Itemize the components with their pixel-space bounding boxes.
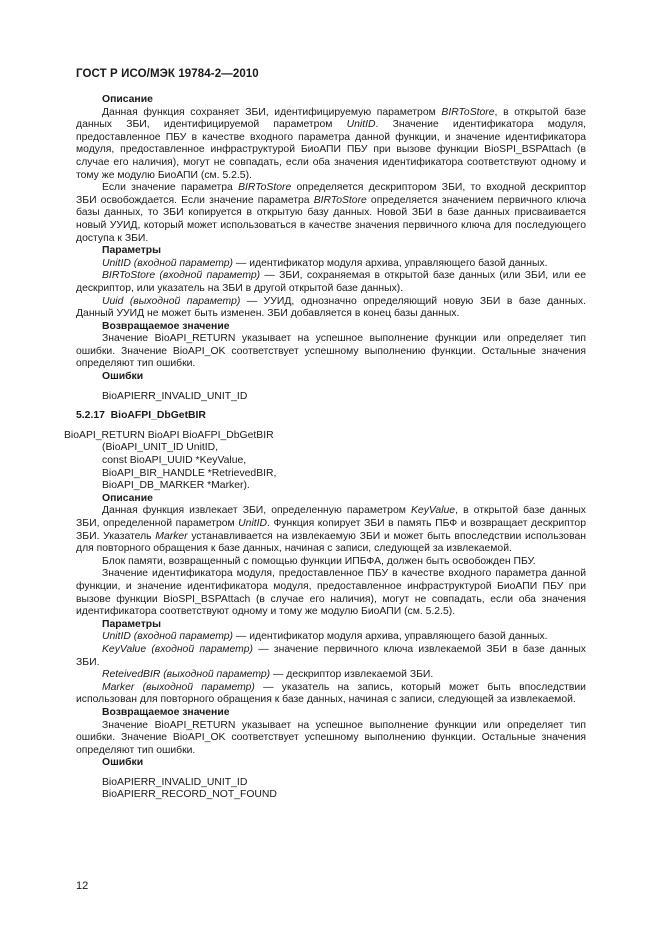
parameter-item: Marker (выходной параметр) — указатель на запись, который может быть впоследствии использован для повторного обращения к базе данных, начиная с записи, следующей за извлекаемой.: [76, 681, 586, 706]
section-heading-description: Описание: [102, 492, 153, 504]
section-heading-return-value: Возвращаемое значение: [102, 320, 230, 332]
document-header: ГОСТ Р ИСО/МЭК 19784-2—2010: [76, 68, 259, 80]
error-code: BioAPIERR_RECORD_NOT_FOUND: [102, 789, 277, 801]
signature-line: (BioAPI_UNIT_ID UnitID,: [102, 442, 219, 454]
parameter-item: BIRToStore (входной параметр) — ЗБИ, сохраняемая в открытой базе данных (или ЗБИ, или ее дескриптор, или указатель на ЗБИ в другой открытой базе данных).: [76, 270, 586, 294]
parameter-item: UnitID (входной параметр) — идентификатор модуля архива, управляющего базой данных.: [102, 257, 548, 269]
paragraph: Значение BioAPI_RETURN указывает на успешное выполнение функции или определяет тип ошибки. Значение BioAPI_OK соответствует успешному выполнению функции. Остальные значения определяют тип ошибки.: [76, 719, 586, 756]
error-code: BioAPIERR_INVALID_UNIT_ID: [102, 776, 248, 788]
section-heading-parameters: Параметры: [102, 618, 162, 630]
error-code: BioAPIERR_INVALID_UNIT_ID: [102, 390, 248, 402]
signature-line: const BioAPI_UUID *KeyValue,: [102, 455, 247, 467]
paragraph: Данная функция извлекает ЗБИ, определенную параметром KeyValue, в открытой базе данных ЗБИ, определенной параметром UnitID. Функция копирует ЗБИ в память ПБФ и возвращает дескриптор ЗБИ. Указатель Marker устанавливается на извлекаемую ЗБИ и может быть впоследствии использован для повторного обращения к базе данных, начиная с записи, следующей за извлекаемой.: [76, 505, 586, 555]
signature-line: BioAPI_DB_MARKER *Marker).: [102, 480, 250, 492]
signature-line: BioAPI_RETURN BioAPI BioAFPI_DbGetBIR: [64, 429, 274, 441]
function-name: BioAFPI_DbGetBIR: [110, 410, 206, 422]
paragraph: Значение BioAPI_RETURN указывает на успешное выполнение функции или определяет тип ошибки. Значение BioAPI_OK соответствует успешному выполнению функции. Остальные значения определяют тип ошибки.: [76, 333, 586, 370]
section-heading-parameters: Параметры: [102, 245, 162, 257]
parameter-item: ReteivedBIR (выходной параметр) — дескриптор извлекаемой ЗБИ.: [102, 669, 434, 681]
section-heading-errors: Ошибки: [102, 371, 144, 383]
paragraph: Значение идентификатора модуля, предоставленное ПБУ в качестве входного параметра данной функции, и значение идентификатора модуля, предоставленное инфраструктурой БиоАПИ ПБУ при вызове функции BioSPI_BSPAttach (в случае его наличия), могут не совпадать, если оба значения идентификатора соответствуют одному и тому же модулю БиоАПИ (см. 5.2.5).: [76, 568, 586, 618]
signature-line: BioAPI_BIR_HANDLE *RetrievedBIR,: [102, 467, 277, 479]
paragraph: Данная функция сохраняет ЗБИ, идентифицируемую параметром BIRToStore, в открытой базе данных ЗБИ, идентифицируемой параметром UnitID. Значение идентификатора модуля, предоставленное ПБУ в качестве входного параметра данной функции, и значение идентификатора модуля, предоставленное инфраструктурой БиоАПИ ПБУ при вызове функции BioSPI_BSPAttach (в случае его наличия), могут не совпадать, если оба значения идентификатора соответствуют одному и тому же модулю БиоАПИ (см. 5.2.5).: [76, 106, 587, 181]
page-number: 12: [76, 880, 89, 892]
section-heading-return-value: Возвращаемое значение: [102, 706, 230, 718]
parameter-item: KeyValue (входной параметр) — значение первичного ключа извлекаемой ЗБИ в базе данных ЗБИ.: [76, 643, 586, 668]
section-heading-errors: Ошибки: [102, 757, 144, 769]
paragraph: Блок памяти, возвращенный с помощью функции ИПБФА, должен быть освобожден ПБУ.: [102, 555, 536, 567]
function-heading: [76, 410, 586, 423]
parameter-item: Uuid (выходной параметр) — УУИД, однозначно определяющий новую ЗБИ в базе данных. Данный УУИД не может быть изменен. ЗБИ добавляется в конец базы данных.: [76, 295, 586, 320]
page-content: [64, 94, 587, 802]
section-heading-description: Описание: [102, 94, 153, 105]
paragraph: Если значение параметра BIRToStore определяется дескриптором ЗБИ, то входной дескриптор ЗБИ освобождается. Если значение параметра BIRToStore определяется значением первичного ключа базы данных, то ЗБИ копируется в открытую базу данных. Новой ЗБИ в базе данных присваивается новый УУИД, который может использоваться в качестве значения первичного ключа для последующего доступа к ЗБИ.: [76, 182, 586, 244]
parameter-item: UnitID (входной параметр) — идентификатор модуля архива, управляющего базой данных.: [102, 631, 548, 643]
function-number: 5.2.17: [76, 410, 105, 422]
